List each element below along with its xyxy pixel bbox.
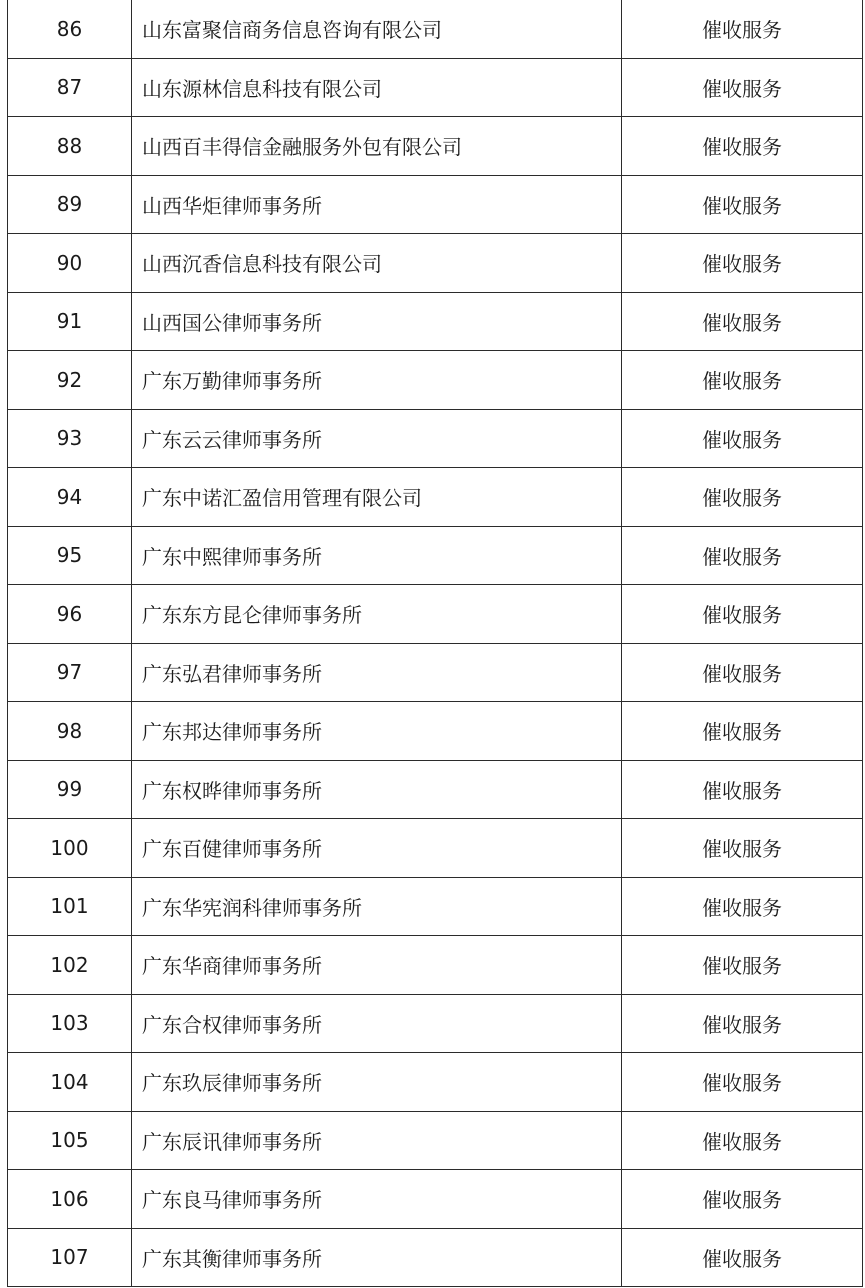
service-type-cell: 催收服务 (622, 175, 863, 234)
institution-name-cell: 广东合权律师事务所 (132, 994, 622, 1053)
table-row (8, 585, 863, 644)
table-row (8, 175, 863, 234)
table-row (8, 292, 863, 351)
table-row (8, 1053, 863, 1112)
institution-table (7, 0, 863, 1287)
row-number-cell: 106 (8, 1170, 132, 1229)
table-row (8, 877, 863, 936)
table-row (8, 409, 863, 468)
institution-name-cell: 广东良马律师事务所 (132, 1170, 622, 1229)
service-type-cell: 催收服务 (622, 468, 863, 527)
row-number-cell: 105 (8, 1111, 132, 1170)
table-row (8, 1170, 863, 1229)
row-number-cell: 86 (8, 0, 132, 58)
institution-name-cell: 广东其衡律师事务所 (132, 1228, 622, 1287)
institution-name-cell: 广东云云律师事务所 (132, 409, 622, 468)
institution-name-cell: 广东华商律师事务所 (132, 936, 622, 995)
row-number-cell: 97 (8, 643, 132, 702)
row-number-cell: 88 (8, 117, 132, 176)
service-type-cell: 催收服务 (622, 585, 863, 644)
table-row (8, 936, 863, 995)
table-row (8, 58, 863, 117)
row-number-cell: 90 (8, 234, 132, 293)
service-type-cell: 催收服务 (622, 643, 863, 702)
row-number-cell: 103 (8, 994, 132, 1053)
row-number-cell: 89 (8, 175, 132, 234)
service-type-cell: 催收服务 (622, 1228, 863, 1287)
row-number-cell: 92 (8, 351, 132, 410)
institution-name-cell: 广东中熙律师事务所 (132, 526, 622, 585)
table-row (8, 702, 863, 761)
service-type-cell: 催收服务 (622, 1111, 863, 1170)
service-type-cell: 催收服务 (622, 1170, 863, 1229)
institution-name-cell: 广东玖辰律师事务所 (132, 1053, 622, 1112)
service-type-cell: 催收服务 (622, 702, 863, 761)
row-number-cell: 104 (8, 1053, 132, 1112)
service-type-cell: 催收服务 (622, 1053, 863, 1112)
service-type-cell: 催收服务 (622, 409, 863, 468)
row-number-cell: 94 (8, 468, 132, 527)
service-type-cell: 催收服务 (622, 351, 863, 410)
institution-name-cell: 广东权晔律师事务所 (132, 760, 622, 819)
service-type-cell: 催收服务 (622, 819, 863, 878)
institution-name-cell: 广东华宪润科律师事务所 (132, 877, 622, 936)
institution-name-cell: 广东邦达律师事务所 (132, 702, 622, 761)
row-number-cell: 93 (8, 409, 132, 468)
service-type-cell: 催收服务 (622, 760, 863, 819)
table-row (8, 760, 863, 819)
institution-name-cell: 山西华炬律师事务所 (132, 175, 622, 234)
row-number-cell: 102 (8, 936, 132, 995)
table-row (8, 1111, 863, 1170)
row-number-cell: 98 (8, 702, 132, 761)
service-type-cell: 催收服务 (622, 994, 863, 1053)
service-type-cell: 催收服务 (622, 234, 863, 293)
institution-name-cell: 山东富聚信商务信息咨询有限公司 (132, 0, 622, 58)
service-type-cell: 催收服务 (622, 0, 863, 58)
institution-name-cell: 广东百健律师事务所 (132, 819, 622, 878)
row-number-cell: 91 (8, 292, 132, 351)
institution-name-cell: 广东万勤律师事务所 (132, 351, 622, 410)
row-number-cell: 100 (8, 819, 132, 878)
table-row (8, 526, 863, 585)
table-row (8, 351, 863, 410)
row-number-cell: 107 (8, 1228, 132, 1287)
service-type-cell: 催收服务 (622, 117, 863, 176)
row-number-cell: 87 (8, 58, 132, 117)
table-row (8, 234, 863, 293)
row-number-cell: 95 (8, 526, 132, 585)
institution-name-cell: 山东源林信息科技有限公司 (132, 58, 622, 117)
institution-table-container (7, 0, 863, 1287)
service-type-cell: 催收服务 (622, 877, 863, 936)
institution-name-cell: 山西国公律师事务所 (132, 292, 622, 351)
institution-name-cell: 广东东方昆仑律师事务所 (132, 585, 622, 644)
service-type-cell: 催收服务 (622, 292, 863, 351)
row-number-cell: 101 (8, 877, 132, 936)
row-number-cell: 96 (8, 585, 132, 644)
table-row (8, 643, 863, 702)
service-type-cell: 催收服务 (622, 58, 863, 117)
institution-name-cell: 山西百丰得信金融服务外包有限公司 (132, 117, 622, 176)
institution-name-cell: 广东中诺汇盈信用管理有限公司 (132, 468, 622, 527)
service-type-cell: 催收服务 (622, 936, 863, 995)
table-row (8, 468, 863, 527)
institution-name-cell: 广东辰讯律师事务所 (132, 1111, 622, 1170)
table-row (8, 117, 863, 176)
institution-name-cell: 广东弘君律师事务所 (132, 643, 622, 702)
table-row (8, 819, 863, 878)
row-number-cell: 99 (8, 760, 132, 819)
service-type-cell: 催收服务 (622, 526, 863, 585)
institution-name-cell: 山西沉香信息科技有限公司 (132, 234, 622, 293)
table-row (8, 994, 863, 1053)
table-body (8, 0, 863, 1287)
table-row (8, 1228, 863, 1287)
table-row (8, 0, 863, 58)
